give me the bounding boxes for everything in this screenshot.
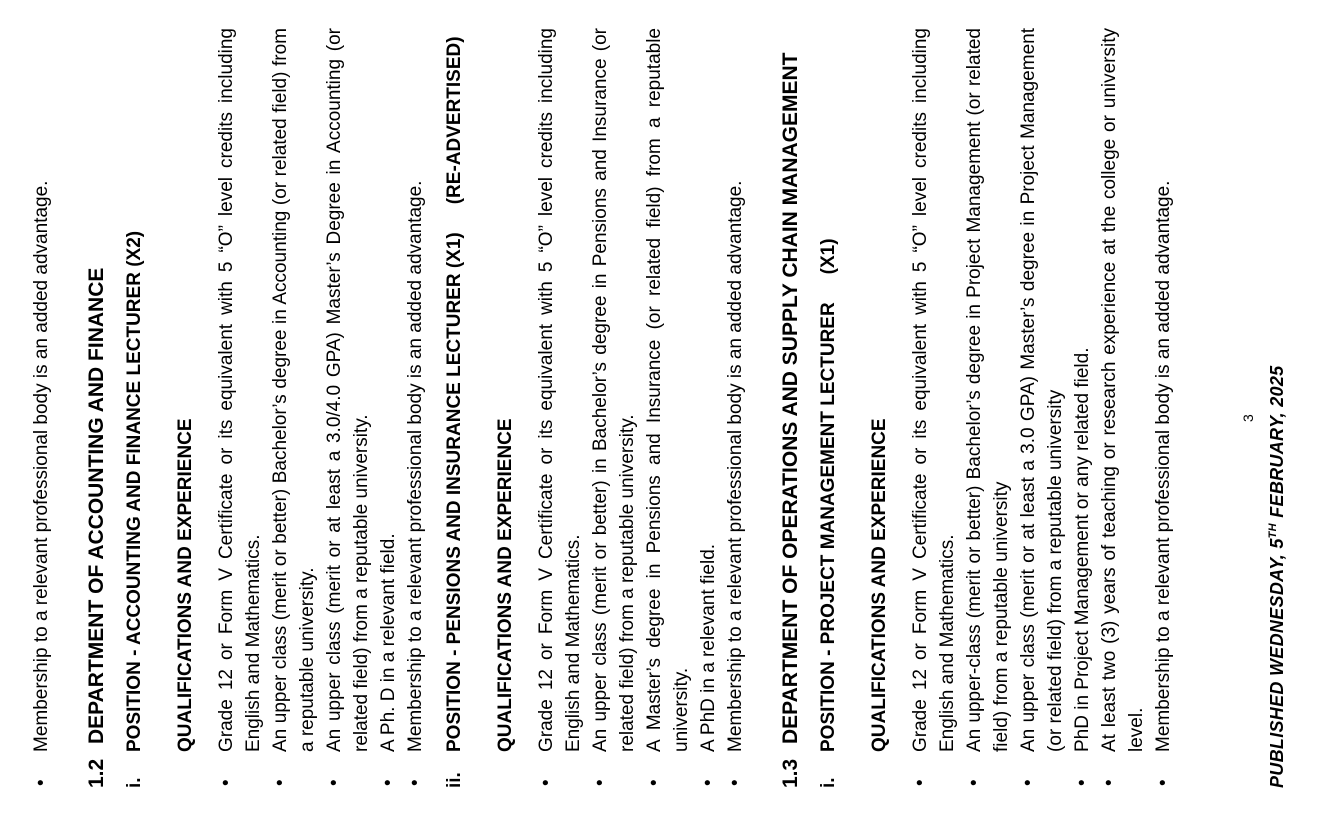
position-numeral: i. bbox=[124, 777, 145, 788]
position-numeral: i. bbox=[818, 777, 839, 788]
qualification-item: • Grade 12 or Form V Certificate or its equivalent with 5 “O” level credits including English and Mathematics. bbox=[533, 28, 587, 752]
published-date-footer bbox=[1262, 366, 1288, 789]
section-title: DEPARTMENT OF ACCOUNTING AND FINANCE bbox=[85, 267, 108, 744]
qualification-item: • Membership to a relevant professional body is an added advantage. bbox=[722, 28, 749, 752]
qualification-item: • An upper class (merit or at least a 3.0/4.0 GPA) Master’s Degree in Accounting (or related field) from a reputable university. bbox=[321, 28, 375, 752]
section-title: DEPARTMENT OF OPERATIONS AND SUPPLY CHAIN MANAGEMENT bbox=[779, 52, 802, 744]
page-number: 3 bbox=[1240, 414, 1256, 422]
qualification-item: • A Master’s degree in Pensions and Insurance (or related field) from a reputable university. bbox=[641, 28, 695, 752]
qualification-item: • Membership to a relevant professional body is an added advantage. bbox=[1150, 28, 1177, 752]
qualifications-list bbox=[533, 28, 749, 788]
qualifications-list bbox=[213, 28, 429, 788]
position-heading-project-management-lecturer bbox=[815, 28, 842, 788]
position-count-tag: (X1) bbox=[818, 238, 839, 275]
section-heading-accounting-finance bbox=[83, 28, 111, 788]
qualification-item: • At least two (3) years of teaching or research experience at the college or university level. bbox=[1096, 28, 1150, 752]
qualification-item: • Membership to a relevant professional body is an added advantage. bbox=[402, 28, 429, 752]
section-number: 1.3 bbox=[779, 758, 802, 788]
qualification-item: • An upper class (merit or at least a 3.0 GPA) Master’s degree in Project Management (or related field) from a reputable university bbox=[1015, 28, 1069, 752]
qualification-item: • An upper-class (merit or better) Bachelor’s degree in Project Management (or related field) from a reputable university bbox=[961, 28, 1015, 752]
section-heading-operations-supply-chain bbox=[777, 28, 805, 788]
qualifications-list bbox=[907, 28, 1177, 788]
footer-prefix: PUBLISHED WEDNESDAY, 5 bbox=[1267, 538, 1287, 788]
document-body bbox=[28, 28, 1177, 788]
position-heading-pensions-insurance-lecturer bbox=[441, 28, 468, 788]
position-title: POSITION - PENSIONS AND INSURANCE LECTURER (X1) bbox=[444, 232, 465, 752]
qualification-item: • An upper class (merit or better) in Bachelor’s degree in Pensions and Insurance (or related field) from a reputable university. bbox=[587, 28, 641, 752]
qualification-item: • PhD in Project Management or any related field. bbox=[1069, 28, 1096, 752]
qualifications-heading: QUALIFICATIONS AND EXPERIENCE bbox=[175, 418, 196, 752]
qualification-item: • A PhD in a relevant field. bbox=[695, 28, 722, 752]
readvertised-tag: (RE-ADVERTISED) bbox=[444, 36, 465, 205]
footer-superscript: TH bbox=[1267, 523, 1279, 539]
intro-bullet-list bbox=[28, 28, 55, 788]
bullet-item: • Membership to a relevant professional body is an added advantage. bbox=[28, 28, 55, 752]
position-heading-accounting-finance-lecturer bbox=[121, 28, 148, 788]
footer-suffix: FEBRUARY, 2025 bbox=[1267, 365, 1287, 524]
position-title: POSITION - PROJECT MANAGEMENT LECTURER bbox=[818, 302, 839, 752]
qualification-item: • A Ph. D in a relevant field. bbox=[375, 28, 402, 752]
position-title: POSITION - ACCOUNTING AND FINANCE LECTURER (X2) bbox=[124, 230, 145, 752]
qualification-item: • Grade 12 or Form V Certificate or its equivalent with 5 “O” level credits including English and Mathematics. bbox=[213, 28, 267, 752]
position-numeral: ii. bbox=[444, 772, 465, 788]
qualification-item: • Grade 12 or Form V Certificate or its equivalent with 5 “O” level credits including English and Mathematics. bbox=[907, 28, 961, 752]
qualifications-heading: QUALIFICATIONS AND EXPERIENCE bbox=[495, 418, 516, 752]
qualification-item: • An upper class (merit or better) Bachelor’s degree in Accounting (or related field) from a reputable university. bbox=[267, 28, 321, 752]
qualifications-heading: QUALIFICATIONS AND EXPERIENCE bbox=[869, 418, 890, 752]
section-number: 1.2 bbox=[85, 758, 108, 788]
